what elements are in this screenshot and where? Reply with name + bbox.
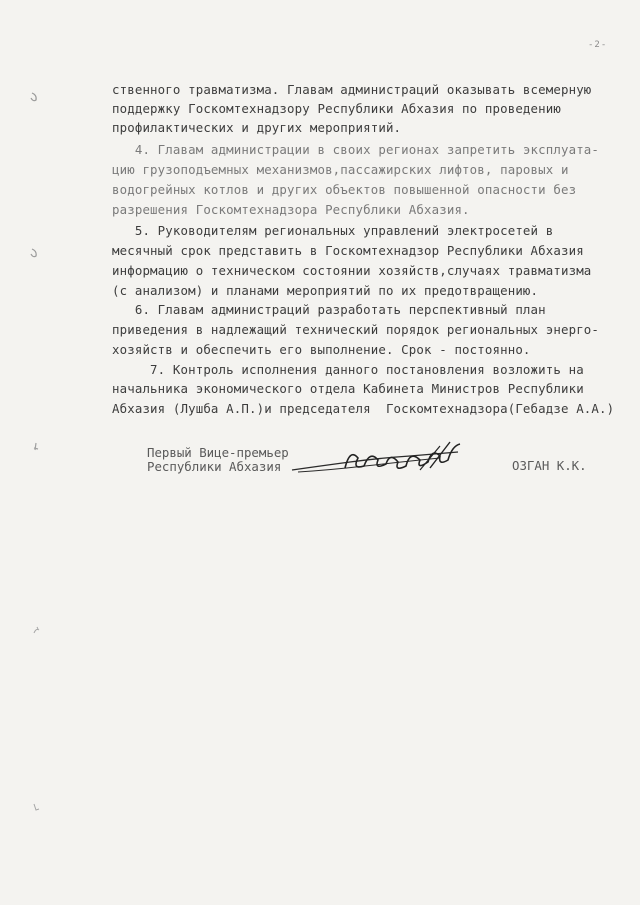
body-line: (с анализом) и планами мероприятий по их предотвращению.: [112, 283, 539, 298]
body-line: приведения в надлежащий технический порядок региональных энерго-: [112, 322, 600, 337]
punch-mark-icon: [30, 440, 44, 454]
punch-mark-icon: [30, 624, 44, 638]
body-line: 7. Контроль исполнения данного постановления возложить на: [112, 362, 584, 377]
body-line: 6. Главам администраций разработать перспективный план: [112, 302, 546, 317]
body-line: цию грузоподъемных механизмов,пассажирских лифтов, паровых и: [112, 162, 569, 177]
handwritten-signature: [290, 440, 470, 482]
body-line: хозяйств и обеспечить его выполнение. Срок - постоянно.: [112, 342, 531, 357]
body-line: поддержку Госкомтехнадзору Республики Абхазия по проведению: [112, 101, 561, 116]
body-line: профилактических и других мероприятий.: [112, 120, 402, 135]
body-line: 4. Главам администрации в своих регионах запретить эксплуата-: [112, 142, 600, 157]
page-number: -2-: [588, 40, 608, 50]
body-line: водогрейных котлов и других объектов повышенной опасности без: [112, 182, 577, 197]
body-line: разрешения Госкомтехнадзора Республики Абхазия.: [112, 202, 470, 217]
punch-mark-icon: [30, 800, 44, 814]
signatory-title-line2: Республики Абхазия: [147, 459, 282, 474]
body-line: ственного травматизма. Главам администраций оказывать всемерную: [112, 82, 592, 97]
body-line: информацию о техническом состоянии хозяйств,случаях травматизма: [112, 263, 592, 278]
signatory-title-line1: Первый Вице-премьер: [147, 445, 289, 460]
body-line: месячный срок представить в Госкомтехнадзор Республики Абхазия: [112, 243, 584, 258]
body-line: Абхазия (Лушба А.П.)и председателя Госкомтехнадзора(Гебадзе А.А.): [112, 401, 615, 416]
body-line: 5. Руководителям региональных управлений электросетей в: [112, 223, 554, 238]
signatory-name: ОЗГАН К.К.: [512, 458, 587, 473]
punch-mark-icon: [28, 90, 42, 104]
punch-mark-icon: [28, 246, 42, 260]
body-line: начальника экономического отдела Кабинета Министров Республики: [112, 381, 584, 396]
